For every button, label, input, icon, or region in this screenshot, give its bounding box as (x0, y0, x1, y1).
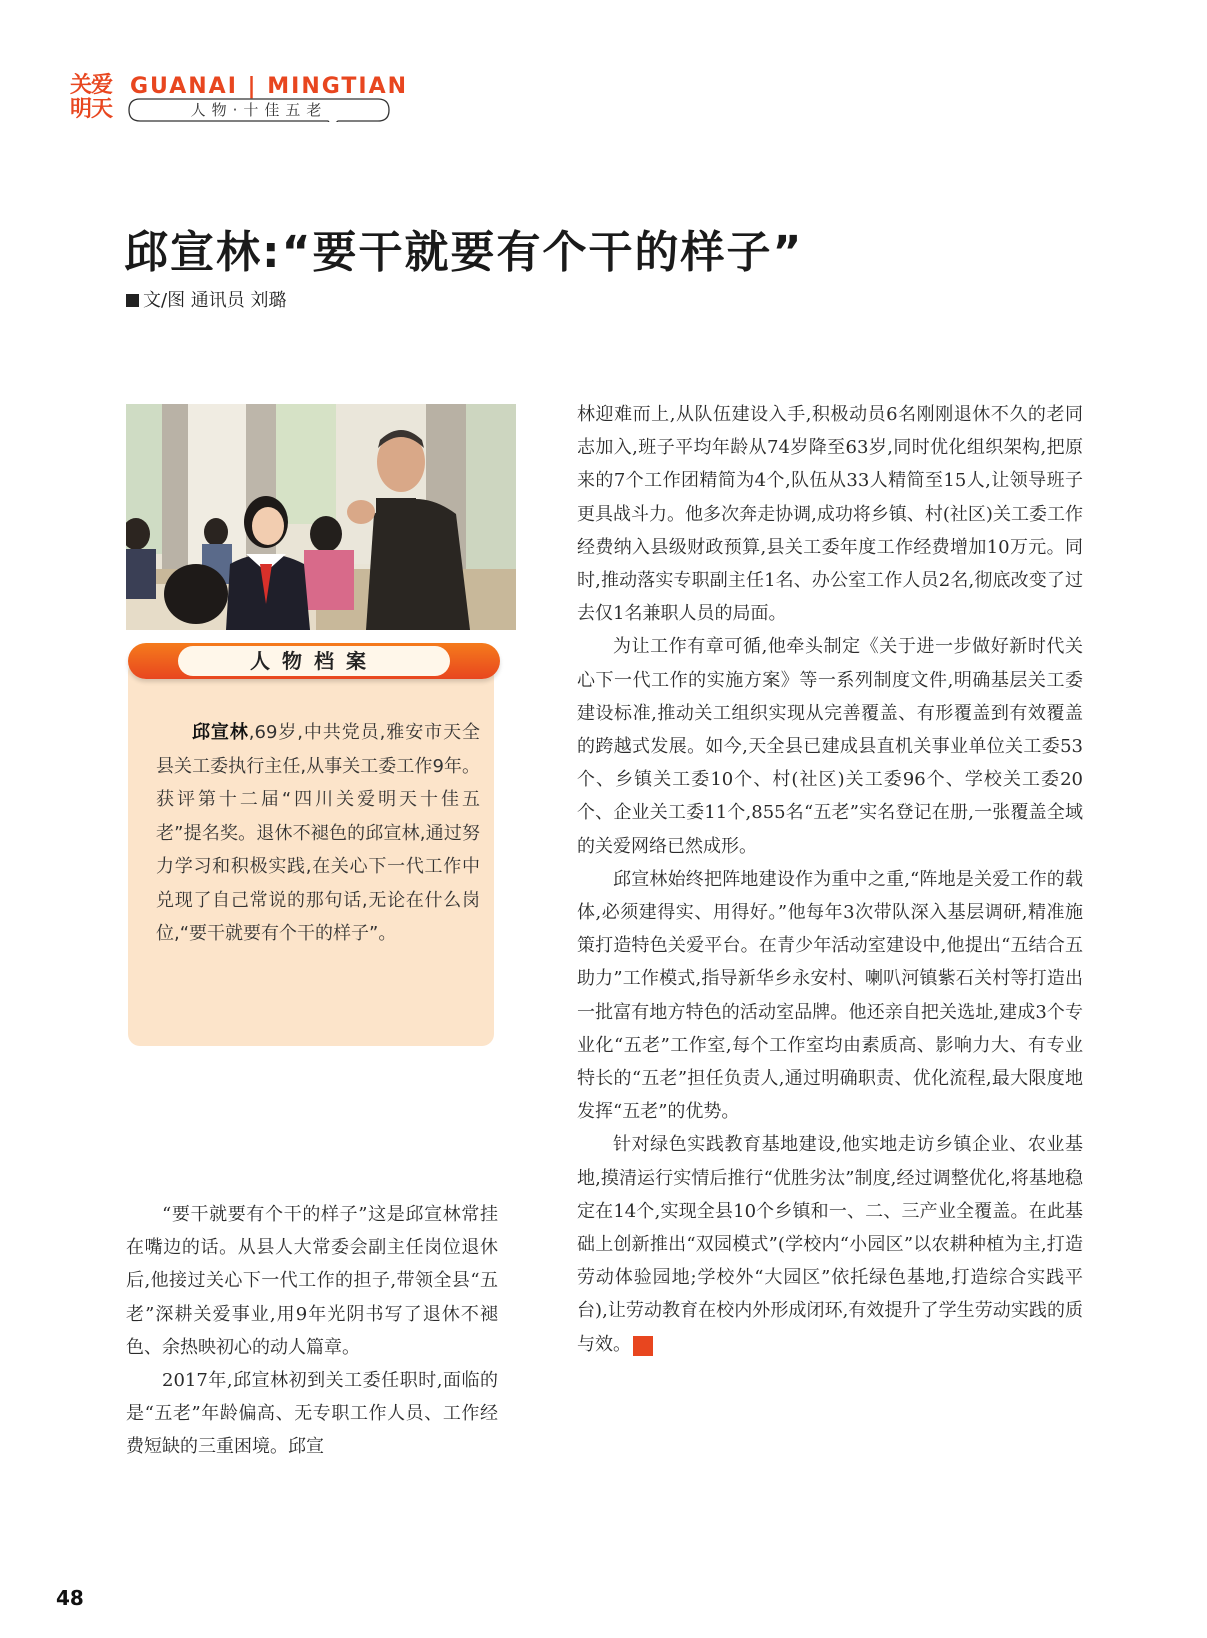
profile-heading: 人物档案 (178, 646, 450, 676)
profile-name: 邱宣林 (192, 722, 249, 743)
masthead-english: GUANAI | MINGTIAN (130, 74, 409, 99)
profile-description: ,69岁,中共党员,雅安市天全县关工委执行主任,从事关工委工作9年。获评第十二届“四川关爱明天十佳五老”提名奖。退休不褪色的邱宣林,通过努力学习和积极实践,在关心下一代工作中兑现了自己常说的那句话,无论在什么岗位,“要干就要有个干的样子”。 (156, 722, 481, 944)
paragraph: 邱宣林始终把阵地建设作为重中之重,“阵地是关爱工作的载体,必须建得实、用得好。”他每年3次带队深入基层调研,精准施策打造特色关爱平台。在青少年活动室建设中,他提出“五结合五助力”工作模式,指导新华乡永安村、喇叭河镇紫石关村等打造出一批富有地方特色的活动室品牌。他还亲自把关选址,建成3个专业化“五老”工作室,每个工作室均由素质高、影响力大、有专业特长的“五老”担任负责人,通过明确职责、优化流程,最大限度地发挥“五老”的优势。 (577, 868, 1083, 1123)
byline-text: 文/图 通讯员 刘璐 (143, 290, 287, 311)
logo-bottom-text: 明天 (70, 97, 113, 122)
magazine-logo (70, 74, 118, 122)
logo-top-text: 关爱 (70, 73, 113, 98)
byline (126, 286, 287, 312)
article-photo (126, 404, 516, 630)
bullet-square-icon (126, 294, 139, 307)
page-number: 48 (56, 1586, 84, 1610)
paragraph-text: 针对绿色实践教育基地建设,他实地走访乡镇企业、农业基地,摸清运行实情后推行“优胜劣汰”制度,经过调整优化,将基地稳定在14个,实现全县10个乡镇和一、二、三产业全覆盖。在此基础上创新推出“双园模式”(学校内“小园区”以农耕种植为主,打造劳动体验园地;学校外“大园区”依托绿色基地,打造综合实践平台),让劳动教育在校内外形成闭环,有效提升了学生劳动实践的质与效。 (577, 1134, 1083, 1355)
profile-heading-bar (128, 643, 500, 679)
profile-text (156, 716, 480, 951)
article-title: 邱宣林:“要干就要有个干的样子” (124, 227, 804, 278)
paragraph: 2017年,邱宣林初到关工委任职时,面临的是“五老”年龄偏高、无专职工作人员、工作经费短缺的三重困境。邱宣 (126, 1370, 498, 1458)
end-mark-icon: 关 (633, 1336, 653, 1356)
section-label: 人物·十佳五老 (190, 101, 328, 119)
body-column-left (126, 1198, 498, 1464)
paragraph: 林迎难而上,从队伍建设入手,积极动员6名刚刚退休不久的老同志加入,班子平均年龄从74岁降至63岁,同时优化组织架构,把原来的7个工作团精简为4个,队伍从33人精简至15人,让领导班子更具战斗力。他多次奔走协调,成功将乡镇、村(社区)关工委工作经费纳入县级财政预算,县关工委年度工作经费增加10万元。同时,推动落实专职副主任1名、办公室工作人员2名,彻底改变了过去仅1名兼职人员的局面。 (577, 404, 1083, 625)
body-column-right (577, 398, 1083, 1361)
paragraph: 为让工作有章可循,他牵头制定《关于进一步做好新时代关心下一代工作的实施方案》等一系列制度文件,明确基层关工委建设标准,推动关工组织实现从完善覆盖、有形覆盖到有效覆盖的跨越式发展。如今,天全县已建成县直机关事业单位关工委53个、乡镇关工委10个、村(社区)关工委96个、学校关工委20个、企业关工委11个,855名“五老”实名登记在册,一张覆盖全域的关爱网络已然成形。 (577, 636, 1083, 857)
paragraph: “要干就要有个干的样子”这是邱宣林常挂在嘴边的话。从县人大常委会副主任岗位退休后,他接过关心下一代工作的担子,带领全县“五老”深耕关爱事业,用9年光阴书写了退休不褪色、余热映初心的动人篇章。 (126, 1204, 498, 1358)
paragraph (577, 1128, 1083, 1360)
